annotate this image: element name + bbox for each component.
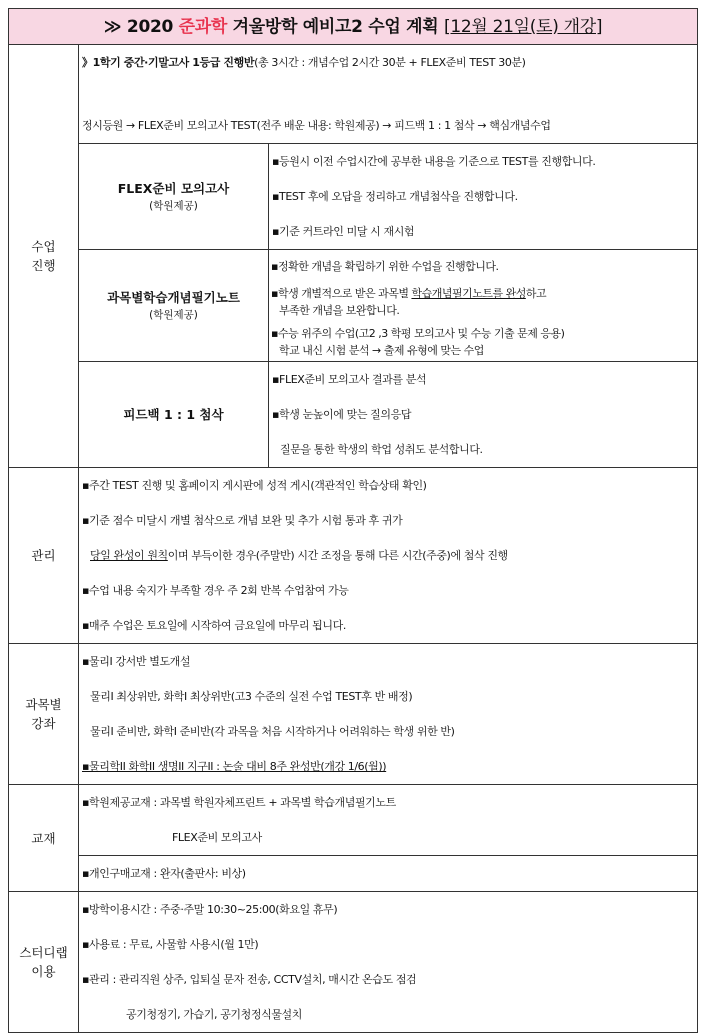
category-label: 교재 — [31, 830, 56, 846]
desc-line-tail: 하고 — [525, 287, 547, 300]
category-label-line1: 스터디랩 — [19, 945, 68, 960]
desc-line: ▪정확한 개념을 확립하기 위한 수업을 진행합니다. — [271, 260, 499, 273]
desc-line: ▪등원시 이전 수업시간에 공부한 내용을 기준으로 TEST를 진행합니다. — [272, 155, 596, 168]
study-lab-body — [79, 892, 698, 1033]
title-prefix: ≫ 2020 — [103, 16, 179, 37]
textbook-purchase — [79, 856, 698, 892]
desc-line: ▪FLEX준비 모의고사 결과를 분석 — [272, 373, 427, 386]
block-sub: (학원제공) — [149, 309, 198, 321]
subject-line: 물리I 최상위반, 화학I 최상위반(고3 수준의 실전 수업 TEST후 반 배정) — [90, 690, 413, 703]
category-label-line1: 과목별 — [25, 697, 62, 712]
essay-prep-course: ▪물리학II 화학II 생명II 지구II : 논술 대비 8주 완성반(개강 1/6(월)) — [82, 760, 387, 773]
class-progress-header — [79, 45, 698, 144]
category-label: 관리 — [31, 548, 56, 563]
management-line: ▪매주 수업은 토요일에 시작하여 금요일에 마무리 됩니다. — [82, 619, 346, 632]
category-management — [9, 468, 79, 644]
desc-line: ▪학생 개별적으로 받은 과목별 — [271, 287, 412, 300]
desc-line: ▪수능 위주의 수업(고2 ,3 학평 모의고사 및 수능 기출 문제 응용) — [271, 327, 565, 340]
textbook-line: ▪학원제공교재 : 과목별 학원자체프린트 + 과목별 학습개념필기노트 — [82, 796, 396, 809]
subject-special-body — [79, 644, 698, 785]
title-cell — [9, 9, 698, 45]
block-flex-desc — [269, 144, 698, 250]
study-lab-line: ▪관리 : 관리직원 상주, 입퇴실 문자 전송, CCTV설치, 매시간 온습도 점검 — [82, 973, 417, 986]
management-line: 이며 부득이한 경우(주말반) 시간 조정을 통해 다른 시간(주중)에 첨삭 진행 — [167, 549, 508, 562]
category-label-line2: 이용 — [31, 964, 56, 979]
category-subject-special — [9, 644, 79, 785]
category-label-line2: 진행 — [31, 258, 56, 273]
textbook-provided — [79, 785, 698, 856]
textbook-line: ▪개인구매교재 : 완자(출판사: 비상) — [82, 867, 246, 880]
opening-date: [12월 21일(토) 개강] — [444, 16, 603, 37]
desc-line: ▪TEST 후에 오답을 정리하고 개념첨삭을 진행합니다. — [272, 190, 518, 203]
desc-line: 질문을 통한 학생의 학업 성취도 분석합니다. — [280, 443, 483, 456]
block-feedback — [79, 362, 269, 468]
category-label-line1: 수업 — [31, 239, 56, 254]
desc-line: 학교 내신 시험 분석 → 출제 유형에 맞는 수업 — [279, 344, 484, 357]
block-name: 피드백 1 : 1 첨삭 — [123, 406, 224, 422]
concept-note-emphasis: 학습개념필기노트를 완성 — [411, 287, 526, 300]
category-study-lab — [9, 892, 79, 1033]
desc-line: ▪학생 눈높이에 맞는 질의응답 — [272, 408, 412, 421]
desc-line: ▪기준 커트라인 미달 시 재시험 — [272, 225, 415, 238]
block-feedback-desc — [269, 362, 698, 468]
block-name: 과목별학습개념필기노트 — [107, 290, 240, 305]
academy-brand: 준과학 — [178, 16, 228, 37]
management-line: ▪기준 점수 미달시 개별 첨삭으로 개념 보완 및 추가 시험 통과 후 귀가 — [82, 514, 403, 527]
class-flow: 정시등원 → FLEX준비 모의고사 TEST(전주 배운 내용: 학원제공) → 피드백 1 : 1 첨삭 → 핵심개념수업 — [82, 119, 551, 132]
block-concept-desc — [269, 250, 698, 362]
management-body — [79, 468, 698, 644]
class-plan-table — [8, 8, 698, 1033]
page-title — [9, 10, 697, 44]
block-name: FLEX준비 모의고사 — [117, 181, 230, 196]
textbook-line: FLEX준비 모의고사 — [172, 831, 262, 844]
study-lab-line: 공기청정기, 가습기, 공기청정식물설치 — [126, 1008, 303, 1021]
block-concept-note — [79, 250, 269, 362]
course-name: 》1학기 중간·기말고사 1등급 진행반 — [82, 56, 255, 69]
block-flex-test — [79, 144, 269, 250]
subject-line: ▪물리I 강서반 별도개설 — [82, 655, 191, 668]
desc-line: 부족한 개념을 보완합니다. — [279, 304, 400, 317]
study-lab-line: ▪사용료 : 무료, 사물함 사용시(월 1만) — [82, 938, 259, 951]
category-textbook — [9, 785, 79, 892]
subject-line: 물리I 준비반, 화학I 준비반(각 과목을 처음 시작하거나 어려워하는 학생 위한 반) — [90, 725, 455, 738]
study-lab-line: ▪방학이용시간 : 주중·주말 10:30~25:00(화요일 휴무) — [82, 903, 338, 916]
management-line: ▪주간 TEST 진행 및 홈페이지 게시판에 성적 게시(객관적인 학습상태 확인) — [82, 479, 427, 492]
same-day-rule: 당일 완성이 원칙 — [90, 549, 168, 562]
course-duration: (총 3시간 : 개념수업 2시간 30분 + FLEX준비 TEST 30분) — [254, 56, 526, 69]
category-label-line2: 강좌 — [31, 716, 56, 731]
category-class-progress — [9, 45, 79, 468]
block-sub: (학원제공) — [149, 200, 198, 212]
title-main: 겨울방학 예비고2 수업 계획 — [227, 16, 444, 37]
management-line: ▪수업 내용 숙지가 부족할 경우 주 2회 반복 수업참여 가능 — [82, 584, 349, 597]
